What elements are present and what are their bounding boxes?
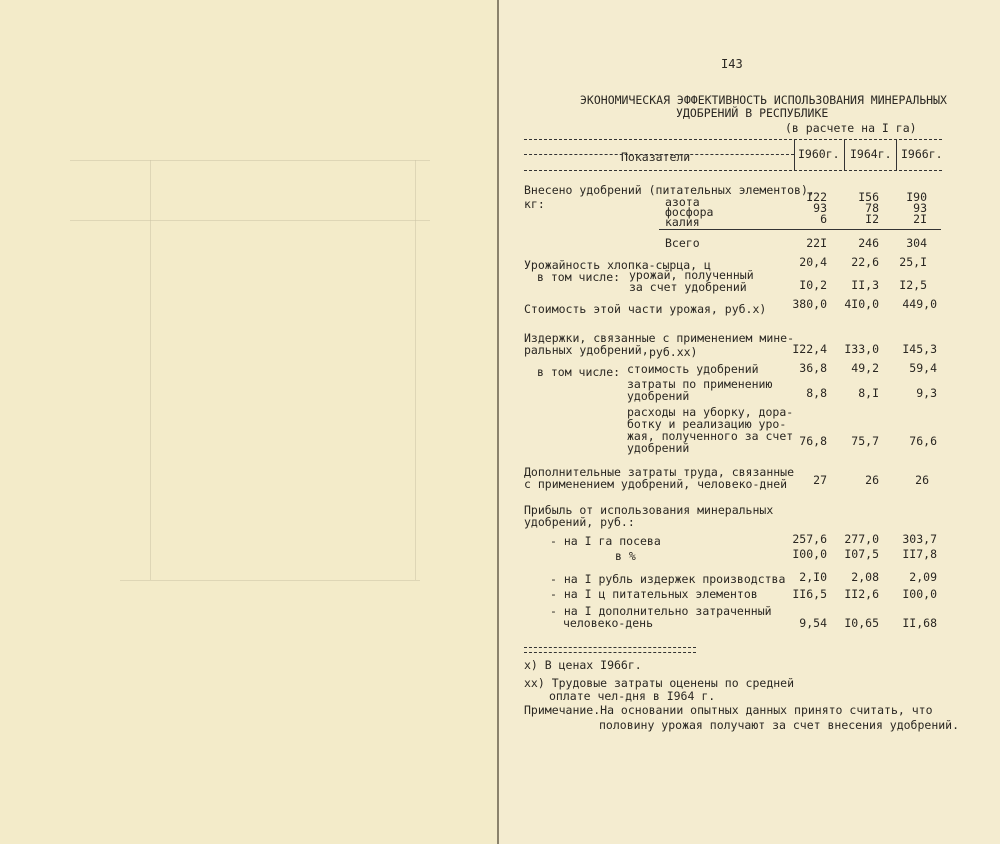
row-sublabel: калия (665, 215, 700, 229)
cell-1960: 9,54 (799, 616, 827, 630)
cell-1960: I22 (806, 190, 827, 204)
cell-1960: 36,8 (799, 361, 827, 375)
row-label: человеко-день (563, 616, 654, 630)
row-sublabel: расходы на уборку, дора- (627, 405, 794, 419)
header-indicator: Показатели (621, 150, 691, 164)
cell-1966: 93 (913, 201, 927, 215)
row-label: в том числе: (537, 270, 621, 284)
cell-1966: 449,0 (902, 297, 937, 311)
cell-1966: I45,3 (902, 342, 937, 356)
header-year: I964г. (850, 147, 892, 161)
row-label: в том числе: (537, 365, 621, 379)
row-label: Прибыль от использования минеральных (524, 503, 774, 517)
row-sublabel: затраты по применению (627, 377, 773, 391)
header-divider (896, 140, 897, 170)
note-line2: половину урожая получают за счет внесения удобрений. (599, 718, 960, 732)
row-sublabel: азота (665, 195, 700, 209)
table-unit: (в расчете на I га) (785, 121, 917, 135)
cell-1964: 26 (865, 473, 879, 487)
row-label: в % (615, 549, 636, 563)
header-year: I960г. (798, 147, 840, 161)
cell-1966: I00,0 (902, 587, 937, 601)
cell-1964: I56 (858, 190, 879, 204)
footnote-rule (524, 647, 696, 648)
row-sublabel: ботку и реализацию уро- (627, 417, 787, 431)
cell-1966: 304 (906, 236, 927, 250)
cell-1960: I22,4 (792, 342, 827, 356)
show-through-line (70, 160, 430, 161)
header-divider (794, 140, 795, 170)
row-label: Стоимость этой части урожая, руб.x) (524, 302, 767, 316)
show-through-line (70, 220, 430, 221)
row-label: кг: (524, 197, 545, 211)
cell-1960: I0,2 (799, 278, 827, 292)
cell-1966: 26 (915, 473, 929, 487)
cell-1964: 78 (865, 201, 879, 215)
page-number: I43 (721, 57, 743, 71)
row-sublabel: удобрений (627, 441, 690, 455)
row-sublabel: за счет удобрений (629, 280, 747, 294)
row-label: - на I ц питательных элементов (550, 587, 758, 601)
cell-1960: II6,5 (792, 587, 827, 601)
header-year: I966г. (901, 147, 943, 161)
footnote-2a: xx) Трудовые затраты оценены по средней (524, 676, 795, 690)
cell-1960: 22I (806, 236, 827, 250)
cell-1960: 27 (813, 473, 827, 487)
row-sublabel: жая, полученного за счет (627, 429, 794, 443)
cell-1964: 4I0,0 (844, 297, 879, 311)
footnote-2b: оплате чел-дня в I964 г. (549, 689, 716, 703)
cell-1960: 20,4 (799, 255, 827, 269)
cell-1964: II2,6 (844, 587, 879, 601)
cell-1960: 380,0 (792, 297, 827, 311)
cell-1960: 93 (813, 201, 827, 215)
cell-1966: II,68 (902, 616, 937, 630)
cell-1966: 76,6 (909, 434, 937, 448)
header-top-rule (524, 139, 942, 140)
cell-1960: 8,8 (806, 386, 827, 400)
cell-1966: I90 (906, 190, 927, 204)
cell-1966: 25,I (899, 255, 927, 269)
cell-1960: 76,8 (799, 434, 827, 448)
cell-1964: 75,7 (851, 434, 879, 448)
cell-1964: 8,I (858, 386, 879, 400)
cell-1960: 257,6 (792, 532, 827, 546)
cell-1966: I2,5 (899, 278, 927, 292)
cell-1964: 49,2 (851, 361, 879, 375)
row-label: Внесено удобрений (питательных элементов), (524, 183, 815, 197)
cell-1964: 22,6 (851, 255, 879, 269)
row-sublabel: Всего (665, 236, 700, 250)
row-label: - на I дополнительно затраченный (550, 604, 772, 618)
show-through-line (150, 160, 151, 580)
row-label: удобрений, руб.: (524, 515, 635, 529)
note-line1: Примечание.На основании опытных данных принято считать, что (524, 703, 933, 717)
cell-1966: 59,4 (909, 361, 937, 375)
cell-1964: 277,0 (844, 532, 879, 546)
header-divider (844, 140, 845, 170)
cell-1964: II,3 (851, 278, 879, 292)
cell-1960: 2,I0 (799, 570, 827, 584)
cell-1964: 246 (858, 236, 879, 250)
row-label: с применением удобрений, человеко-дней (524, 477, 788, 491)
row-sublabel: стоимость удобрений (627, 362, 759, 376)
row-sublabel: удобрений (627, 389, 690, 403)
footnote-1: x) В ценах I966г. (524, 658, 642, 672)
cell-1964: I07,5 (844, 547, 879, 561)
row-label: ральных удобрений, (524, 343, 649, 357)
row-sublabel: фосфора (665, 205, 714, 219)
table-title-line2: УДОБРЕНИЙ В РЕСПУБЛИКЕ (676, 106, 829, 120)
cell-1966: II7,8 (902, 547, 937, 561)
cell-1966: 2I (913, 212, 927, 226)
cell-1966: 303,7 (902, 532, 937, 546)
cell-1964: I33,0 (844, 342, 879, 356)
right-page (499, 0, 1000, 844)
table-title-line1: ЭКОНОМИЧЕСКАЯ ЭФФЕКТИВНОСТЬ ИСПОЛЬЗОВАНИЯ МИНЕРАЛЬНЫХ (580, 93, 947, 107)
total-rule (659, 229, 941, 230)
cell-1960: 6 (820, 212, 827, 226)
row-label: Дополнительные затраты труда, связанные (524, 465, 795, 479)
cell-1960: I00,0 (792, 547, 827, 561)
row-label: Издержки, связанные с применением мине- (524, 331, 795, 345)
cell-1964: I2 (865, 212, 879, 226)
cell-1964: I0,65 (844, 616, 879, 630)
cell-1964: 2,08 (851, 570, 879, 584)
cell-1966: 2,09 (909, 570, 937, 584)
left-page (0, 0, 499, 844)
row-label: - на I га посева (550, 534, 661, 548)
row-sublabel: руб.xx) (649, 345, 698, 359)
show-through-line (120, 580, 420, 581)
show-through-line (415, 160, 416, 580)
footnote-rule (524, 652, 696, 653)
row-sublabel: урожай, полученный (629, 268, 754, 282)
row-label: Урожайность хлопка-сырца, ц (524, 258, 711, 272)
cell-1966: 9,3 (916, 386, 937, 400)
row-label: - на I рубль издержек производства (550, 572, 786, 586)
header-bottom-rule (524, 170, 942, 171)
